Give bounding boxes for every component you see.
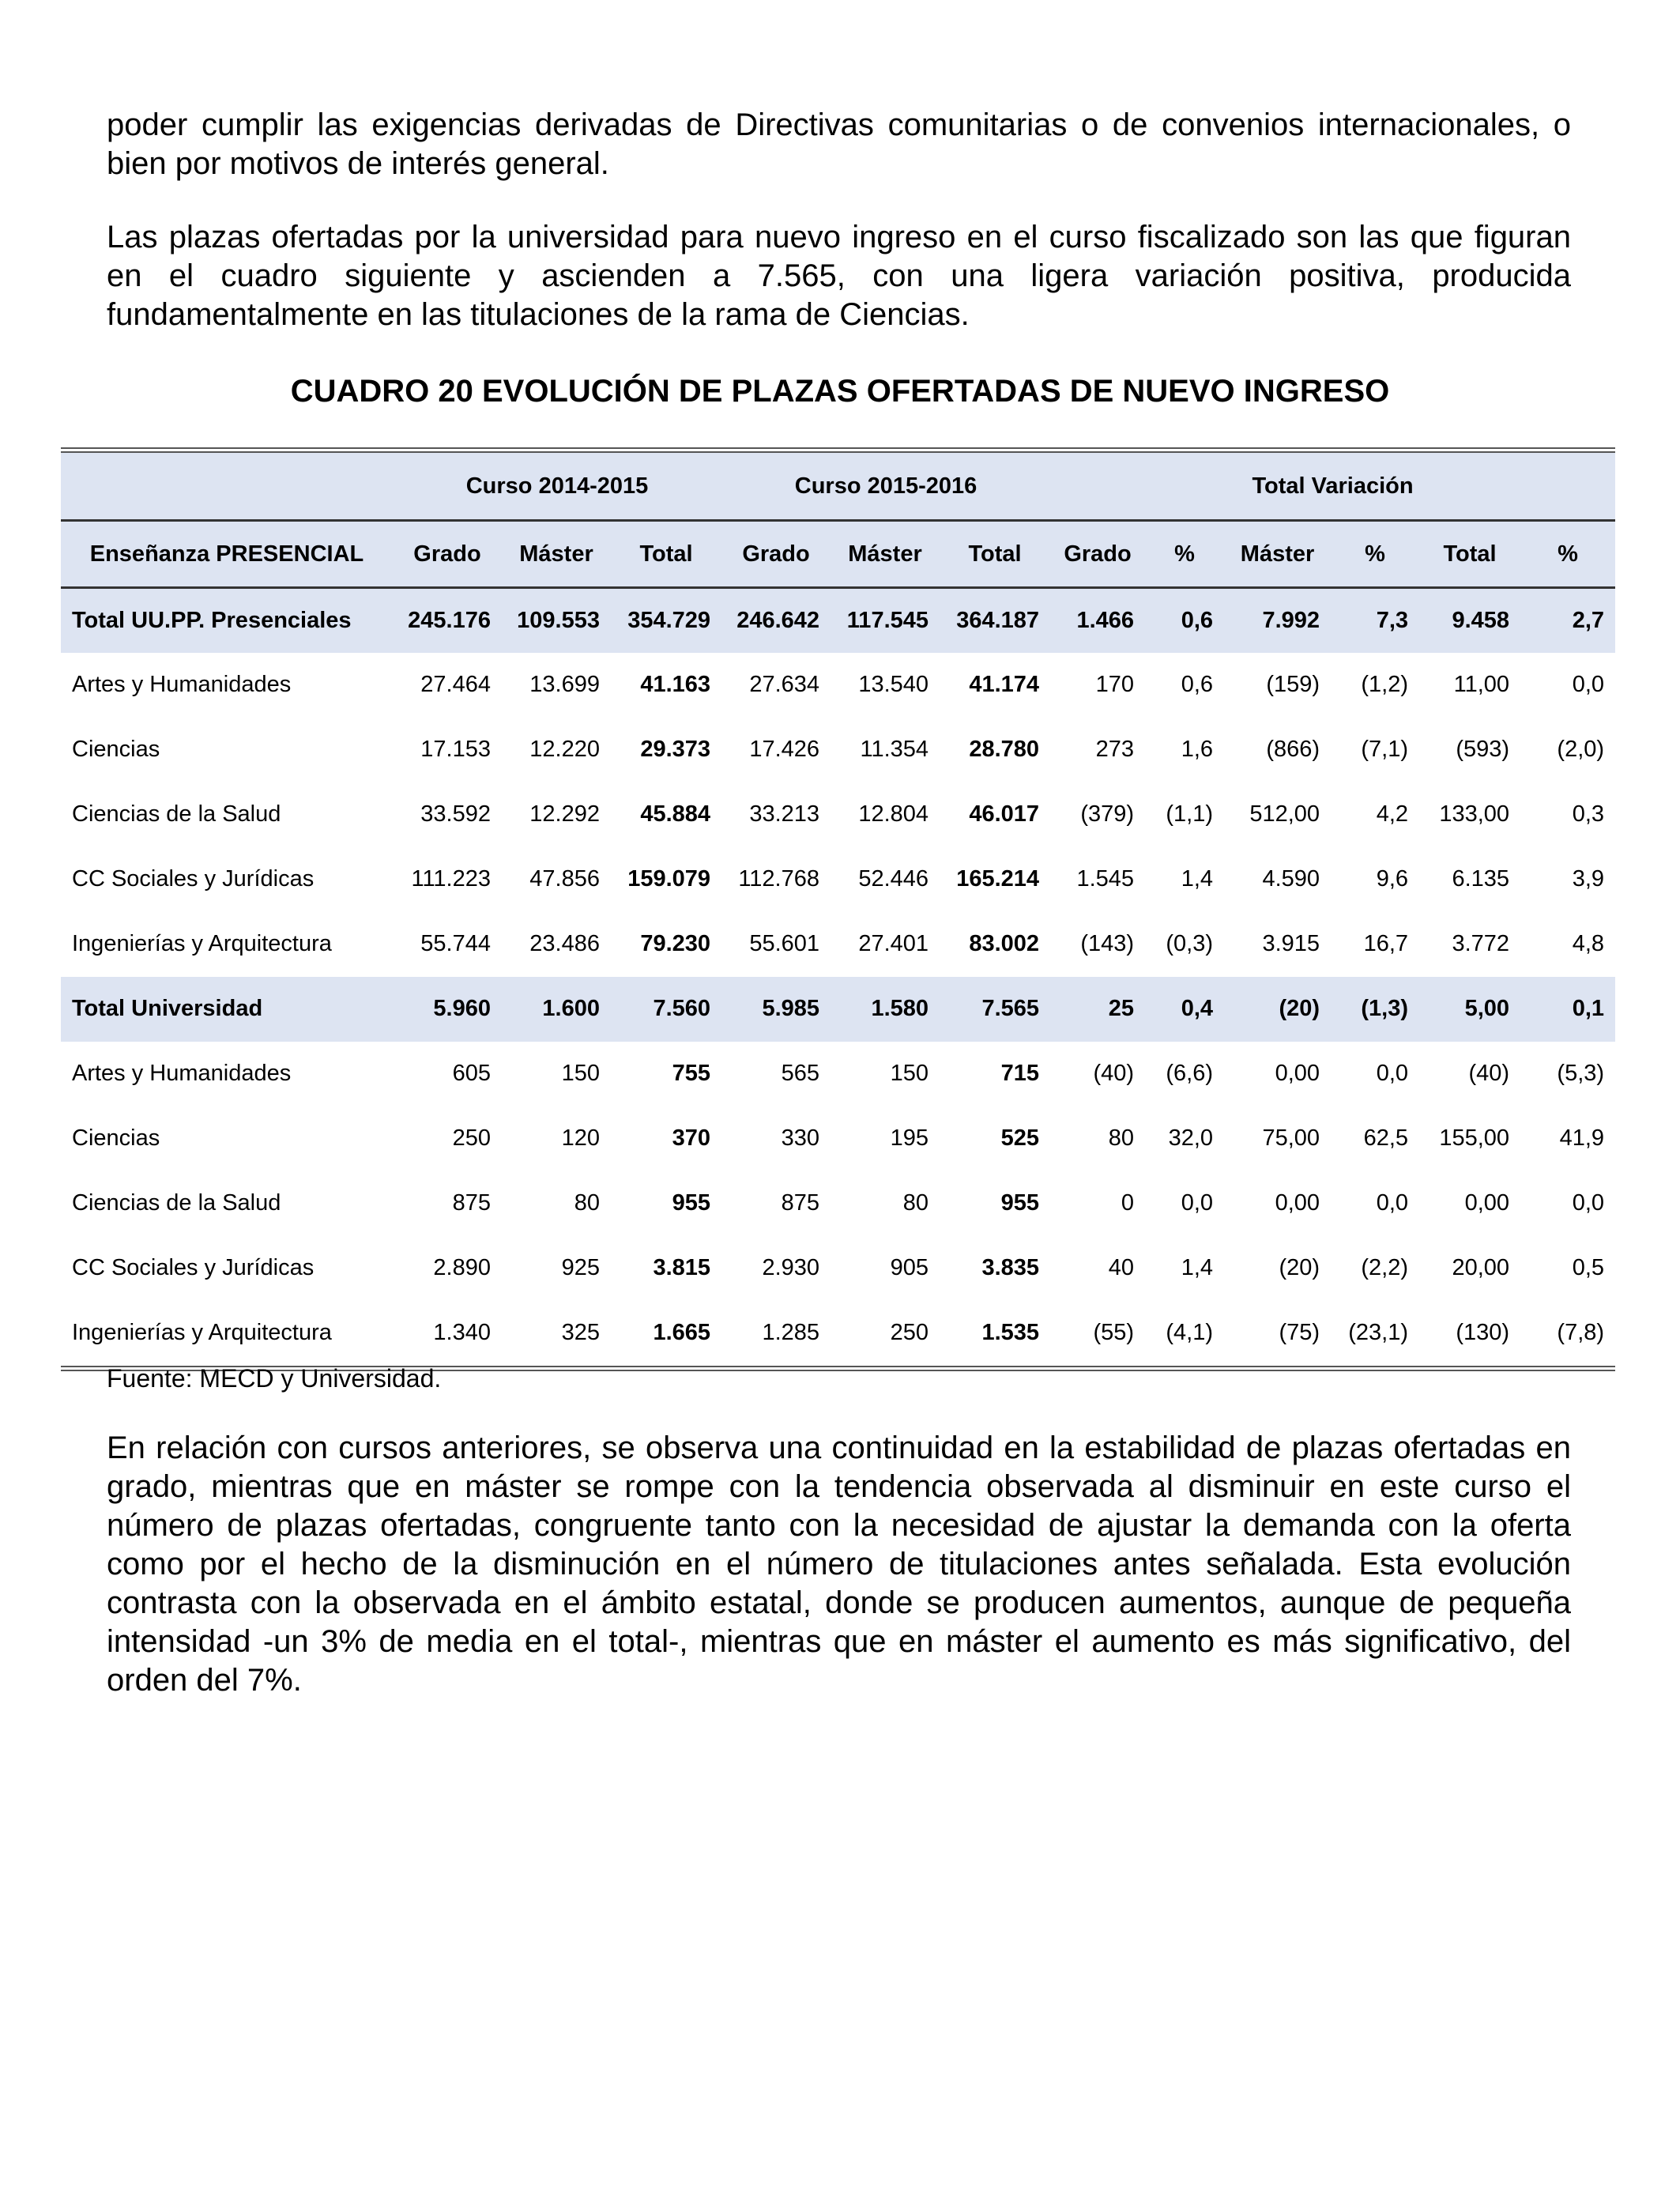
table-cell: 605 (452, 1061, 491, 1086)
table-cell: (5,3) (1557, 1061, 1605, 1086)
table-cell: 28.780 (969, 737, 1040, 762)
table-cell: 1.535 (981, 1320, 1040, 1345)
table-cell: 40 (1108, 1255, 1135, 1280)
table-cell: (593) (1456, 737, 1510, 762)
table-cell: 5,00 (1419, 977, 1520, 1042)
row-label: Artes y Humanidades (72, 672, 292, 697)
table-cell: 1.600 (502, 977, 611, 1042)
table-cell: 133,00 (1439, 801, 1510, 827)
table-cell: 0,00 (1464, 1190, 1510, 1216)
table-cell: 83.002 (969, 931, 1040, 956)
table-cell: 1.466 (1050, 588, 1145, 653)
table-cell: 7.560 (611, 977, 721, 1042)
table-cell: 17.426 (749, 737, 820, 762)
table-total-row (61, 588, 1615, 653)
table-cell: 3.915 (1262, 931, 1320, 956)
table-cell: 41.163 (640, 672, 711, 697)
table-cell: 159.079 (627, 866, 711, 892)
table-cell: 120 (561, 1125, 600, 1151)
column-header: Grado (393, 521, 502, 588)
column-header: Máster (1224, 521, 1331, 588)
table-cell: 1.580 (831, 977, 940, 1042)
column-header: Total (611, 521, 721, 588)
table-cell: 155,00 (1439, 1125, 1510, 1151)
table-cell: 55.601 (749, 931, 820, 956)
table-cell: (2,2) (1361, 1255, 1409, 1280)
table-cell: 325 (561, 1320, 600, 1345)
table-cell: 4,8 (1572, 931, 1605, 956)
table-cell: 905 (890, 1255, 929, 1280)
table-cell: 370 (672, 1125, 711, 1151)
row-label: CC Sociales y Jurídicas (72, 1255, 315, 1280)
table-cell: (40) (1468, 1061, 1510, 1086)
column-header: Grado (721, 521, 831, 588)
table-cell: 3.815 (653, 1255, 711, 1280)
table-cell: 80 (1108, 1125, 1135, 1151)
table-cell: (1,2) (1361, 672, 1409, 697)
body-paragraph: En relación con cursos anteriores, se observa una continuidad en la estabilidad de plazas ofertadas en grado, mientras que en máster se rompe con la tendencia observada al disminuir en este curso el número de plazas ofertadas, congruente tanto con la necesidad de ajustar la demanda con la oferta como por el hecho de la disminución en el número de titulaciones antes señalada. Esta evolución contrasta con la observada en el ámbito estatal, donde se producen aumentos, aunque de pequeña intensidad -un 3% de media en el total-, mientras que en máster el aumento es más significativo, del orden del 7%. (107, 1431, 1571, 1698)
table-cell: 3.835 (981, 1255, 1040, 1280)
table-row (61, 847, 1615, 912)
row-label: Ciencias (72, 1125, 160, 1151)
row-label: Artes y Humanidades (72, 1061, 292, 1086)
table-cell: (7,8) (1557, 1320, 1605, 1345)
table-cell: 12.292 (529, 801, 600, 827)
table-cell: 23.486 (529, 931, 600, 956)
table-cell: 16,7 (1363, 931, 1409, 956)
table-source: Fuente: MECD y Universidad. (107, 1364, 442, 1393)
row-label: Ciencias (72, 737, 160, 762)
table-cell: (23,1) (1348, 1320, 1409, 1345)
table-cell: 364.187 (940, 588, 1050, 653)
table-cell: 165.214 (956, 866, 1040, 892)
table-cell: 41.174 (969, 672, 1040, 697)
table-cell: 0,00 (1275, 1061, 1320, 1086)
table-cell: 27.401 (858, 931, 929, 956)
table-cell: 7.992 (1224, 588, 1331, 653)
group-header-2014: Curso 2014-2015 (393, 453, 721, 521)
table-cell: 246.642 (721, 588, 831, 653)
row-label: Ciencias de la Salud (72, 801, 281, 827)
column-header: Máster (831, 521, 940, 588)
table-cell: 2,7 (1520, 588, 1615, 653)
column-header: % (1520, 521, 1615, 588)
column-header: Total (940, 521, 1050, 588)
table-row (61, 1171, 1615, 1236)
table-cell: (55) (1093, 1320, 1135, 1345)
table-cell: 1.545 (1076, 866, 1135, 892)
column-header: % (1145, 521, 1224, 588)
row-label: Ingenierías y Arquitectura (72, 1320, 332, 1345)
table-cell: 0,3 (1572, 801, 1605, 827)
table-row (61, 1236, 1615, 1301)
table-cell: 32,0 (1168, 1125, 1214, 1151)
table-cell: 3,9 (1572, 866, 1605, 892)
table-cell: 47.856 (529, 866, 600, 892)
table-cell: 250 (452, 1125, 491, 1151)
table-cell: 45.884 (640, 801, 711, 827)
table-cell: 55.744 (420, 931, 491, 956)
table-cell: 755 (672, 1061, 711, 1086)
table-cell: 33.592 (420, 801, 491, 827)
table-row (61, 1042, 1615, 1106)
table-cell: 41,9 (1559, 1125, 1605, 1151)
table-cell: 1,4 (1181, 866, 1214, 892)
table-cell: 565 (781, 1061, 820, 1086)
table-cell: 195 (890, 1125, 929, 1151)
table-total-row (61, 977, 1615, 1042)
table-row (61, 653, 1615, 718)
table-cell: (866) (1266, 737, 1320, 762)
table-cell: 0,0 (1181, 1190, 1214, 1216)
table-cell: 1.285 (762, 1320, 820, 1345)
table-cell: 11,00 (1453, 672, 1510, 697)
table-cell: 875 (452, 1190, 491, 1216)
table-cell: 0,0 (1376, 1190, 1409, 1216)
table-cell: 0,6 (1145, 588, 1224, 653)
table-cell: 0,6 (1181, 672, 1214, 697)
table-cell: 17.153 (420, 737, 491, 762)
table-cell: 111.223 (411, 866, 491, 892)
group-header-2015: Curso 2015-2016 (721, 453, 1050, 521)
table-cell: (2,0) (1557, 737, 1605, 762)
group-header-row (61, 453, 1615, 521)
table-cell: 52.446 (858, 866, 929, 892)
table-cell: (6,6) (1166, 1061, 1214, 1086)
table-cell: 29.373 (640, 737, 711, 762)
column-header: Enseñanza PRESENCIAL (61, 521, 393, 588)
table-cell: 273 (1095, 737, 1135, 762)
table-cell: 0,0 (1572, 672, 1605, 697)
column-header: % (1331, 521, 1419, 588)
column-header: Grado (1050, 521, 1145, 588)
table-cell: (130) (1456, 1320, 1510, 1345)
table-cell: 13.699 (529, 672, 600, 697)
table-cell: 4.590 (1262, 866, 1320, 892)
table-title: CUADRO 20 EVOLUCIÓN DE PLAZAS OFERTADAS DE NUEVO INGRESO (290, 374, 1390, 409)
table-cell: 354.729 (611, 588, 721, 653)
table-cell: 109.553 (502, 588, 611, 653)
table-cell: (159) (1266, 672, 1320, 697)
table-cell: 245.176 (393, 588, 502, 653)
table-cell: 75,00 (1262, 1125, 1320, 1151)
group-header-variacion: Total Variación (1050, 453, 1615, 521)
table-cell: 27.634 (749, 672, 820, 697)
table-cell: 0,0 (1572, 1190, 1605, 1216)
table-cell: 715 (1000, 1061, 1040, 1086)
group-header-empty (61, 453, 393, 521)
table-cell: 117.545 (831, 588, 940, 653)
table-cell: 1.665 (653, 1320, 711, 1345)
table-cell: 2.930 (762, 1255, 820, 1280)
data-table (61, 453, 1615, 1366)
table-cell: (7,1) (1361, 737, 1409, 762)
table-body (61, 588, 1615, 1366)
table-cell: 250 (890, 1320, 929, 1345)
body-paragraph: poder cumplir las exigencias derivadas de Directivas comunitarias o de convenios internacionales, o bien por motivos de interés general. (107, 107, 1571, 181)
table-cell: 12.804 (858, 801, 929, 827)
table-cell: 62,5 (1363, 1125, 1409, 1151)
table-cell: 0,1 (1520, 977, 1615, 1042)
table-cell: 3.772 (1452, 931, 1510, 956)
table-row (61, 1301, 1615, 1366)
table-cell: (75) (1279, 1320, 1320, 1345)
table-cell: 1,4 (1181, 1255, 1214, 1280)
table-cell: (1,3) (1331, 977, 1419, 1042)
table-cell: 7,3 (1331, 588, 1419, 653)
table-cell: (40) (1093, 1061, 1135, 1086)
table-cell: 150 (890, 1061, 929, 1086)
data-table-container (61, 447, 1615, 1371)
table-cell: (20) (1279, 1255, 1320, 1280)
table-cell: 46.017 (969, 801, 1040, 827)
table-cell: 5.985 (721, 977, 831, 1042)
table-cell: 80 (902, 1190, 929, 1216)
table-cell: 170 (1095, 672, 1135, 697)
table-row (61, 912, 1615, 977)
table-cell: (0,3) (1166, 931, 1214, 956)
table-cell: 9.458 (1419, 588, 1520, 653)
table-cell: 4,2 (1376, 801, 1409, 827)
table-row (61, 1106, 1615, 1171)
table-cell: 5.960 (393, 977, 502, 1042)
table-cell: 33.213 (749, 801, 820, 827)
table-cell: 79.230 (640, 931, 711, 956)
table-cell: 0,0 (1376, 1061, 1409, 1086)
column-header: Máster (502, 521, 611, 588)
table-cell: 7.565 (940, 977, 1050, 1042)
table-cell: 150 (561, 1061, 600, 1086)
table-cell: 27.464 (420, 672, 491, 697)
table-cell: 80 (574, 1190, 600, 1216)
table-cell: 6.135 (1452, 866, 1510, 892)
table-cell: 525 (1000, 1125, 1040, 1151)
table-cell: 925 (561, 1255, 600, 1280)
table-cell: 0,5 (1572, 1255, 1605, 1280)
table-cell: (20) (1224, 977, 1331, 1042)
table-row (61, 782, 1615, 847)
table-cell: 1.340 (433, 1320, 491, 1345)
row-label: Ciencias de la Salud (72, 1190, 281, 1216)
row-label: CC Sociales y Jurídicas (72, 866, 315, 892)
row-label: Ingenierías y Arquitectura (72, 931, 332, 956)
table-cell: 875 (781, 1190, 820, 1216)
table-cell: 955 (672, 1190, 711, 1216)
table-cell: 1,6 (1181, 737, 1214, 762)
table-cell: 0,4 (1145, 977, 1224, 1042)
column-header-row (61, 521, 1615, 588)
table-row (61, 718, 1615, 782)
table-cell: 11.354 (860, 737, 929, 762)
table-cell: 955 (1000, 1190, 1040, 1216)
table-cell: (1,1) (1166, 801, 1214, 827)
table-cell: 112.768 (738, 866, 820, 892)
table-cell: 0,00 (1275, 1190, 1320, 1216)
table-cell: 330 (781, 1125, 820, 1151)
table-cell: 20,00 (1452, 1255, 1510, 1280)
table-cell: 0 (1121, 1190, 1135, 1216)
table-top-rule (61, 447, 1615, 453)
table-cell: 13.540 (858, 672, 929, 697)
table-cell: (143) (1080, 931, 1135, 956)
table-cell: 9,6 (1376, 866, 1409, 892)
row-label: Total UU.PP. Presenciales (61, 588, 393, 653)
table-cell: 2.890 (433, 1255, 491, 1280)
table-cell: 25 (1050, 977, 1145, 1042)
column-header: Total (1419, 521, 1520, 588)
table-cell: (4,1) (1166, 1320, 1214, 1345)
table-cell: 12.220 (529, 737, 600, 762)
table-cell: (379) (1080, 801, 1135, 827)
row-label: Total Universidad (61, 977, 393, 1042)
table-cell: 512,00 (1249, 801, 1320, 827)
body-paragraph: Las plazas ofertadas por la universidad para nuevo ingreso en el curso fiscalizado son las que figuran en el cuadro siguiente y ascienden a 7.565, con una ligera variación positiva, producida fundamentalmente en las titulaciones de la rama de Ciencias. (107, 220, 1571, 332)
